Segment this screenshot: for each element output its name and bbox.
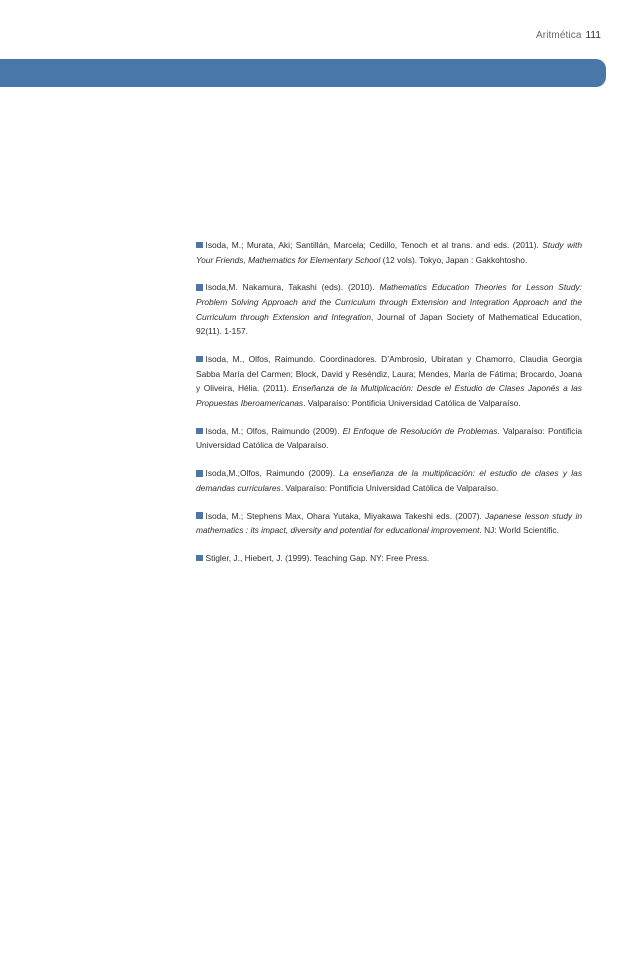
bullet-square-icon bbox=[196, 470, 203, 477]
reference-text: Stigler, J., Hiebert, J. (1999). Teaching Gap. NY: Free Press. bbox=[205, 553, 430, 564]
reference-text: Isoda, M., Olfos, Raimundo. Coordinadores. D’Ambrosio, Ubiratan y Chamorro, Claudia Georgia Sabba María del Carmen; Block, David y Reséndiz, Laura; Mendes, María de Fátima; Brocardo, Joana y Oliveira, Hélia. (2011). bbox=[196, 354, 582, 394]
reference-title: Mathematics Education Theories for Lesson Study: Problem Solving Approach and the Curriculum through Extension and Integration Approach and the Curriculum through Extension and Integration bbox=[196, 282, 582, 322]
reference-item bbox=[196, 466, 582, 495]
reference-title: Enseñanza de la Multiplicación: Desde el Estudio de Clases Japonés a las Propuestas Iberoamericanas bbox=[196, 383, 582, 408]
reference-text: Isoda, M.; Stephens Max, Ohara Yutaka, Miyakawa Takeshi eds. (2007). bbox=[205, 510, 486, 521]
reference-text: . Valparaíso: Pontificia Universidad Católica de Valparaíso. bbox=[303, 397, 521, 408]
reference-text: . Valparaíso: Pontificia Universidad Católica de Valparaíso. bbox=[196, 425, 582, 451]
section-title: Aritmética bbox=[536, 30, 582, 41]
reference-item bbox=[196, 280, 582, 338]
reference-item bbox=[196, 551, 582, 566]
reference-item bbox=[196, 424, 582, 453]
reference-text: Isoda,M. Nakamura, Takashi (eds). (2010). bbox=[205, 282, 380, 293]
reference-list bbox=[196, 238, 582, 579]
reference-title: La enseñanza de la multiplicación: el estudio de clases y las demandas curriculares bbox=[196, 468, 583, 493]
bullet-square-icon bbox=[196, 284, 203, 291]
bullet-square-icon bbox=[196, 512, 203, 519]
reference-item bbox=[196, 352, 582, 410]
reference-text: (12 vols). Tokyo, Japan : Gakkohtosho. bbox=[380, 254, 528, 265]
reference-item bbox=[196, 238, 582, 267]
reference-title: Japanese lesson study in mathematics : its impact, diversity and potential for educational improvement bbox=[196, 510, 582, 536]
bullet-square-icon bbox=[196, 356, 203, 363]
header-band bbox=[0, 59, 606, 87]
reference-title: Study with Your Friends, Mathematics for Elementary School bbox=[196, 240, 582, 265]
bullet-square-icon bbox=[196, 555, 203, 562]
reference-text: . Valparaíso: Pontificia Universidad Católica de Valparaíso. bbox=[280, 482, 499, 493]
reference-text: Isoda,M.;Olfos, Raimundo (2009). bbox=[205, 468, 340, 479]
reference-text: , Journal of Japan Society of Mathematical Education, 92(11). 1-157. bbox=[196, 311, 582, 337]
reference-item bbox=[196, 509, 582, 538]
reference-title: El Enfoque de Resolución de Problemas bbox=[342, 425, 498, 436]
running-header bbox=[536, 30, 601, 41]
reference-text: Isoda, M.; Murata, Aki; Santillán, Marcela; Cedillo, Tenoch et al trans. and eds. (2011). bbox=[205, 240, 543, 250]
reference-text: . NJ: World Scientific. bbox=[479, 525, 559, 536]
bullet-square-icon bbox=[196, 428, 203, 435]
bullet-square-icon bbox=[196, 242, 203, 249]
reference-text: Isoda, M.; Olfos, Raimundo (2009). bbox=[205, 425, 343, 436]
page-number: 111 bbox=[585, 30, 601, 41]
